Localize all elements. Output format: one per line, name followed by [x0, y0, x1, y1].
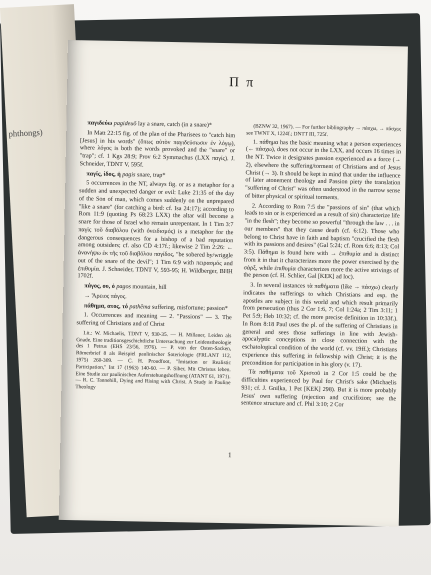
body-paragraph: 5 occurrences in the NT, always fig. or as a metaphor for a sudden and unexpected danger or evil: Luke 21:35 of the day of the Son of man, which comes suddenly on the unprepared "like a snare" (for catching a bird: cf. Isa 24:17); according to Rom 11:9 (quoting Ps 68:23 LXX) the altar will become a snare for those of Israel who remain unrepentant. In 1 Tim 3:7 παγὶς τοῦ διαβόλου (with ὀνειδισμός) is a metaphor for the dangerous consequences for a bishop of a bad reputation among outsiders; cf. also CD 4:17f.; likewise 2 Tim 2:26: ← ἀνανήψω ἐκ τῆς τοῦ διαβόλου παγίδος, "be sobered by/wriggle out of the snare of the devil"; 1 Tim 6:9 with πειρασμός and ἐπιθυμία. J. Schneider, TDNT V, 593-95; H. Wildberger, BHH 1702f.: [77, 180, 235, 280]
page-number: 1: [227, 451, 232, 460]
entry-gloss: suffering, misfortune; passion*: [151, 304, 228, 312]
entry-header: [77, 303, 232, 314]
body-paragraph: 2. According to Rom 7:5 the "passions of sin" (that which leads to sin or is experienced as a result of sin) characterize life "in the flesh"; they become so powerful "through the law . . . in our members" that they cause death (cf. 6:12). Those who belong to Christ have in faith and baptism "crucified the flesh with its passions and desires" (Gal 5:24; cf. Rom 6:6; 8:13; Col 3:5). Πάθημα is found here with → ἐπιθυμία and is distinct from it in that it characterizes more the power exercised by the σάρξ, while ἐπιθυμία characterizes more the active strivings of the person (cf. H. Schlier, Gal [KEK] ad loc).: [243, 203, 400, 281]
right-page: [59, 40, 408, 526]
entry-header: [77, 283, 232, 294]
right-column: [241, 123, 401, 413]
left-column: [75, 120, 235, 396]
section-heading: Π π: [229, 74, 256, 90]
literature-paragraph: (BZNW 32, 1967). — For further bibliography → πάσχω, → πάσχω; see TWNT X, 1224f.; DNTT III, 725f.: [246, 123, 402, 138]
left-page-fragment: phthongs): [8, 126, 43, 139]
entry-transliteration: pagideuō: [113, 120, 137, 128]
entry-transliteration: pagis: [122, 171, 136, 178]
entry-gloss: lay a snare, catch (in a snare)*: [137, 121, 212, 129]
body-paragraph: In Matt 22:15 fig. of the plan of the Pharisees to "catch him [Jesus] in his words" (ὅπως αὐτὸν παγιδεύσωσιν ἐν λόγῳ), where λόγος is both the words provoked and the "snare" or "trap"; cf. 1 Kgs 28:9; Prov 6:2 Symmachus (LXX παγίς). J. Schneider, TDNT V, 595f.: [79, 130, 236, 169]
literature-paragraph: Lit.: W. Michaelis, TDNT V, 930-35. — H. Millauer, Leiden als Gnade. Eine traditionsgeschichtliche Untersuchung zur Leidenstheologie des 1 Petrus (EHS 23/56, 1976). — P. von der Osten-Sacken, Römerbrief 8 als Beispiel paulinischer Soteriologie (FRLANT 112, 1975) 260-309. — C. H. Proudfoot, "Imitation or Realistic Participation," Int 17 (1963) 140-60. — P. Siber, Mit Christus leben. Eine Studie zur paulinischen Auferstehungshoffnung (ATANT 61, 1971). — R. C. Tannehill, Dying and Rising with Christ. A Study in Pauline Theology: [75, 330, 232, 391]
entry-headword: πάγος, ου, ὁ: [84, 283, 115, 290]
entry-headword: παγιδεύω: [87, 120, 113, 127]
entry-headword: παγίς, ίδος, ἡ: [86, 170, 121, 178]
body-paragraph: Τὰ παθήματα τοῦ Χριστοῦ in 2 Cor 1:5 could be the difficulties experienced by Paul for Christ's sake (Michaelis 931; cf. J. Gnilka, 1 Pet [KEK] 298). But it is more probably Jesus' own suffering (rejection and crucifixion; see the sentence structure and cf. Phil 3:10; 2 Cor: [240, 369, 397, 409]
entry-header: [80, 120, 235, 131]
body-paragraph: 1. πάθημα has the basic meaning what a person experiences (← πάσχω), does not occur in the LXX, and occurs 16 times in the NT. Twice it designates passion experienced as a force (→ 2), elsewhere the suffering/torment of Christians and of Jesus Christ (→ 3). It should be kept in mind that under the influence of later atonement theology and Passion piety the translation "suffering of Christ" was often understood in the narrow sense of bitter physical or spiritual torments.: [244, 139, 402, 202]
body-paragraph: 3. In several instances τὰ παθήματα (like → πάσχω) clearly indicates the sufferings to which Christians and esp. the apostles are subject in this world and which result primarily from persecution (thus 2 Cor 1:6, 7; Col 1:24a; 2 Tim 3:11; 1 Pet 5:9; Heb 10:32; cf. the more precise definition in 10:33f.). In Rom 8:18 Paul uses the pl. of the suffering of Christians in general and sees those sufferings in line with Jewish-apocalyptic conceptions in close connection with the eschatological condition of the world (cf. vv. 19ff.); Christians experience this suffering in fellowship with Christ; it is the precondition for participation in his glory (v. 17).: [241, 282, 399, 369]
entry-transliteration: pagos: [116, 283, 131, 291]
body-paragraph: → Ἄρειος πάγος.: [84, 293, 127, 300]
entry-gloss: snare, trap*: [136, 171, 166, 179]
entry-gloss: mountain, hill: [132, 284, 167, 291]
page-content: [69, 40, 408, 526]
body-paragraph: 1. Occurrences and meaning — 2. "Passions" — 3. The suffering of Christians and of Christ: [76, 312, 232, 328]
entry-headword: πάθημα, ατος, τό: [83, 302, 128, 310]
entry-transliteration: pathēma: [129, 303, 151, 311]
